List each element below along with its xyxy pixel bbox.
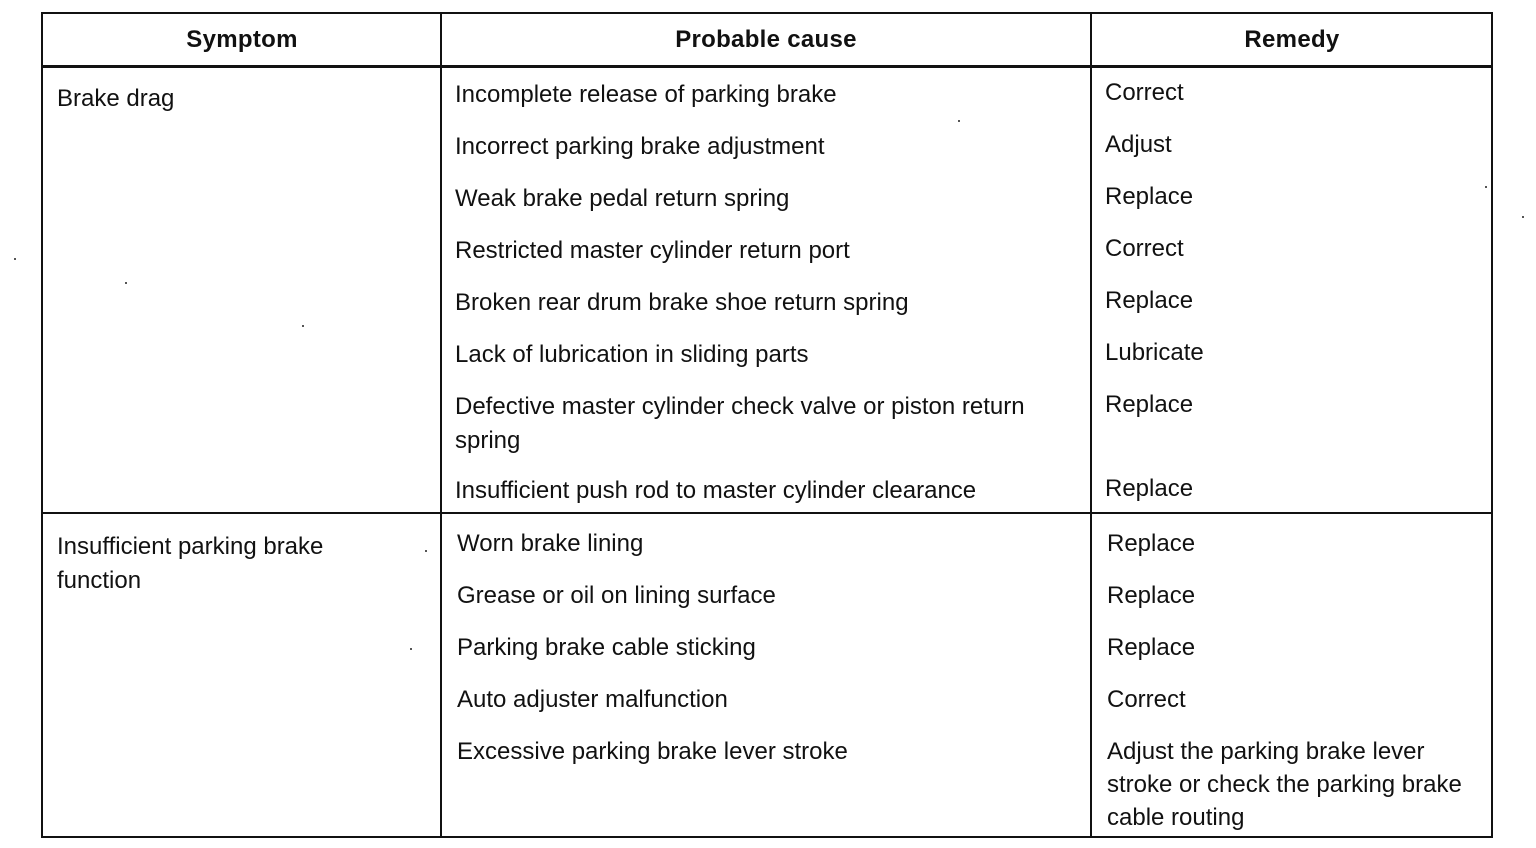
remedy-cell: Adjust the parking brake lever stroke or check the parking brake cable routing: [1107, 738, 1462, 831]
cause-cell: Incorrect parking brake adjustment: [455, 133, 825, 160]
remedy-cell: Correct: [1105, 79, 1184, 106]
cause-cell: Parking brake cable sticking: [457, 634, 756, 661]
scan-speck: [410, 648, 412, 650]
remedy-column: [1107, 527, 1492, 839]
remedy-cell: Replace: [1105, 475, 1194, 502]
scan-speck: [425, 550, 427, 552]
scan-speck: [1522, 216, 1524, 218]
remedy-column: [1105, 76, 1490, 524]
cause-cell: Broken rear drum brake shoe return spring: [455, 289, 909, 316]
troubleshooting-table: [41, 12, 1493, 838]
scan-speck: [14, 258, 16, 260]
column-divider: [440, 14, 442, 836]
cause-cell: Auto adjuster malfunction: [457, 686, 728, 713]
table-header-row: [43, 14, 1491, 68]
cause-cell: Restricted master cylinder return port: [455, 237, 850, 264]
cause-cell: Defective master cylinder check valve or piston return spring: [455, 393, 1025, 454]
cause-cell: Weak brake pedal return spring: [455, 185, 790, 212]
column-divider: [1090, 14, 1092, 836]
scan-speck: [125, 282, 127, 284]
header-probable-cause: Probable cause: [675, 25, 857, 53]
cause-cell: Lack of lubrication in sliding parts: [455, 341, 809, 368]
cause-cell: Incomplete release of parking brake: [455, 81, 837, 108]
cause-cell: Worn brake lining: [457, 530, 644, 557]
scan-speck: [302, 325, 304, 327]
cause-cell: Excessive parking brake lever stroke: [457, 738, 848, 765]
scan-speck: [958, 120, 960, 122]
remedy-cell: Replace: [1105, 287, 1194, 314]
cause-column: [457, 527, 1087, 787]
symptom-cell: Insufficient parking brake function: [57, 533, 324, 594]
remedy-cell: Replace: [1105, 391, 1194, 418]
cause-column: [455, 78, 1085, 526]
scan-speck: [1485, 186, 1487, 188]
header-symptom: Symptom: [186, 25, 298, 53]
remedy-cell: Adjust: [1105, 131, 1172, 158]
cause-cell: Insufficient push rod to master cylinder clearance: [455, 477, 977, 504]
remedy-cell: Correct: [1105, 235, 1184, 262]
header-remedy: Remedy: [1244, 25, 1340, 53]
remedy-cell: Correct: [1107, 686, 1186, 713]
remedy-cell: Replace: [1107, 582, 1196, 609]
symptom-cell: Brake drag: [57, 85, 175, 112]
remedy-cell: Replace: [1107, 530, 1196, 557]
cause-cell: Grease or oil on lining surface: [457, 582, 776, 609]
remedy-cell: Replace: [1107, 634, 1196, 661]
remedy-cell: Lubricate: [1105, 339, 1204, 366]
remedy-cell: Replace: [1105, 183, 1194, 210]
